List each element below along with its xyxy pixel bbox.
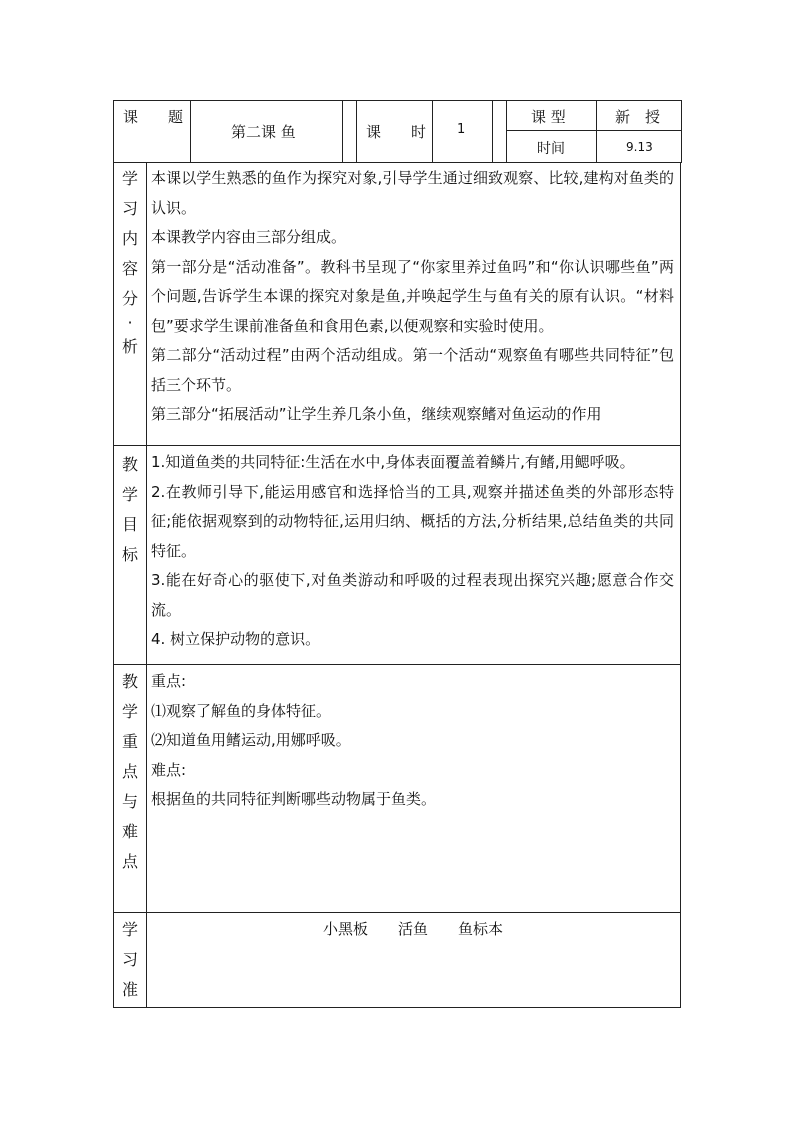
paragraph: ⑵知道鱼用鳍运动,用娜呼吸。 — [151, 731, 351, 749]
preparation-section — [113, 913, 681, 1008]
lesson-title-value: 第二课 鱼 — [231, 123, 296, 141]
content-analysis-text — [151, 164, 674, 430]
paragraph: 第二部分“活动过程”由两个活动组成。第一个活动“观察鱼有哪些共同特征”包括三个环节。 — [151, 346, 674, 394]
type-label: 课 型 — [531, 108, 566, 126]
paragraph: ⑴观察了解鱼的身体特征。 — [151, 701, 332, 720]
preparation-label: 学 习 准 — [114, 913, 147, 1007]
time-label: 时间 — [537, 141, 565, 157]
paragraph: 2.在教师引导下,能运用感官和选择恰当的工具,观察并描述鱼类的外部形态特征;能依据观察到的动物特征,运用归纳、概括的方法,分析结果,总结鱼类的共同特征。 — [151, 482, 674, 560]
lesson-title-label: 课 题 — [123, 108, 184, 126]
teaching-goals-text — [151, 448, 674, 655]
paragraph: 第三部分“拓展活动”让学生养几条小鱼，继续观察鳍对鱼运动的作用 — [151, 405, 602, 423]
header-row — [113, 100, 681, 162]
paragraph: 本课以学生熟悉的鱼作为探究对象,引导学生通过细致观察、比较,建构对鱼类的认识。 — [151, 169, 674, 217]
content-analysis-label: 学 习 内 容 分 · 析 — [114, 162, 147, 445]
paragraph: 1.知道鱼类的共同特征:生活在水中,身体表面覆盖着鳞片,有鳍,用鳃呼吸。 — [151, 453, 635, 471]
paragraph: 根据鱼的共同特征判断哪些动物属于鱼类。 — [151, 790, 437, 808]
time-value: 9.13 — [626, 140, 653, 154]
key-points-section — [113, 665, 681, 913]
paragraph: 4. 树立保护动物的意识。 — [151, 630, 321, 648]
preparation-materials: 小黑板 活鱼 鱼标本 — [322, 920, 503, 938]
paragraph: 第一部分是“活动准备”。教科书呈现了“你家里养过鱼吗”和“你认识哪些鱼”两个问题,告诉学生本课的探究对象是鱼,并唤起学生与鱼有关的原有认识。“材料包”要求学生课前准备鱼和食用色素,以便观察和实验时使用。 — [151, 257, 674, 335]
teaching-goals-label: 教 学 目 标 — [114, 446, 147, 664]
paragraph: 重点: — [151, 672, 187, 690]
key-points-text — [151, 667, 674, 815]
period-label: 课 时 — [366, 123, 427, 141]
content-analysis-section — [113, 162, 681, 446]
period-value: 1 — [457, 122, 466, 137]
paragraph: 3.能在好奇心的驱使下,对鱼类游动和呼吸的过程表现出探究兴趣;愿意合作交流。 — [151, 571, 674, 619]
key-points-label: 教 学 重 点 与 难 点 — [114, 665, 147, 912]
paragraph: 本课教学内容由三部分组成。 — [151, 228, 347, 246]
type-value: 新 授 — [615, 108, 661, 126]
paragraph: 难点: — [151, 760, 187, 779]
teaching-goals-section — [113, 446, 681, 665]
